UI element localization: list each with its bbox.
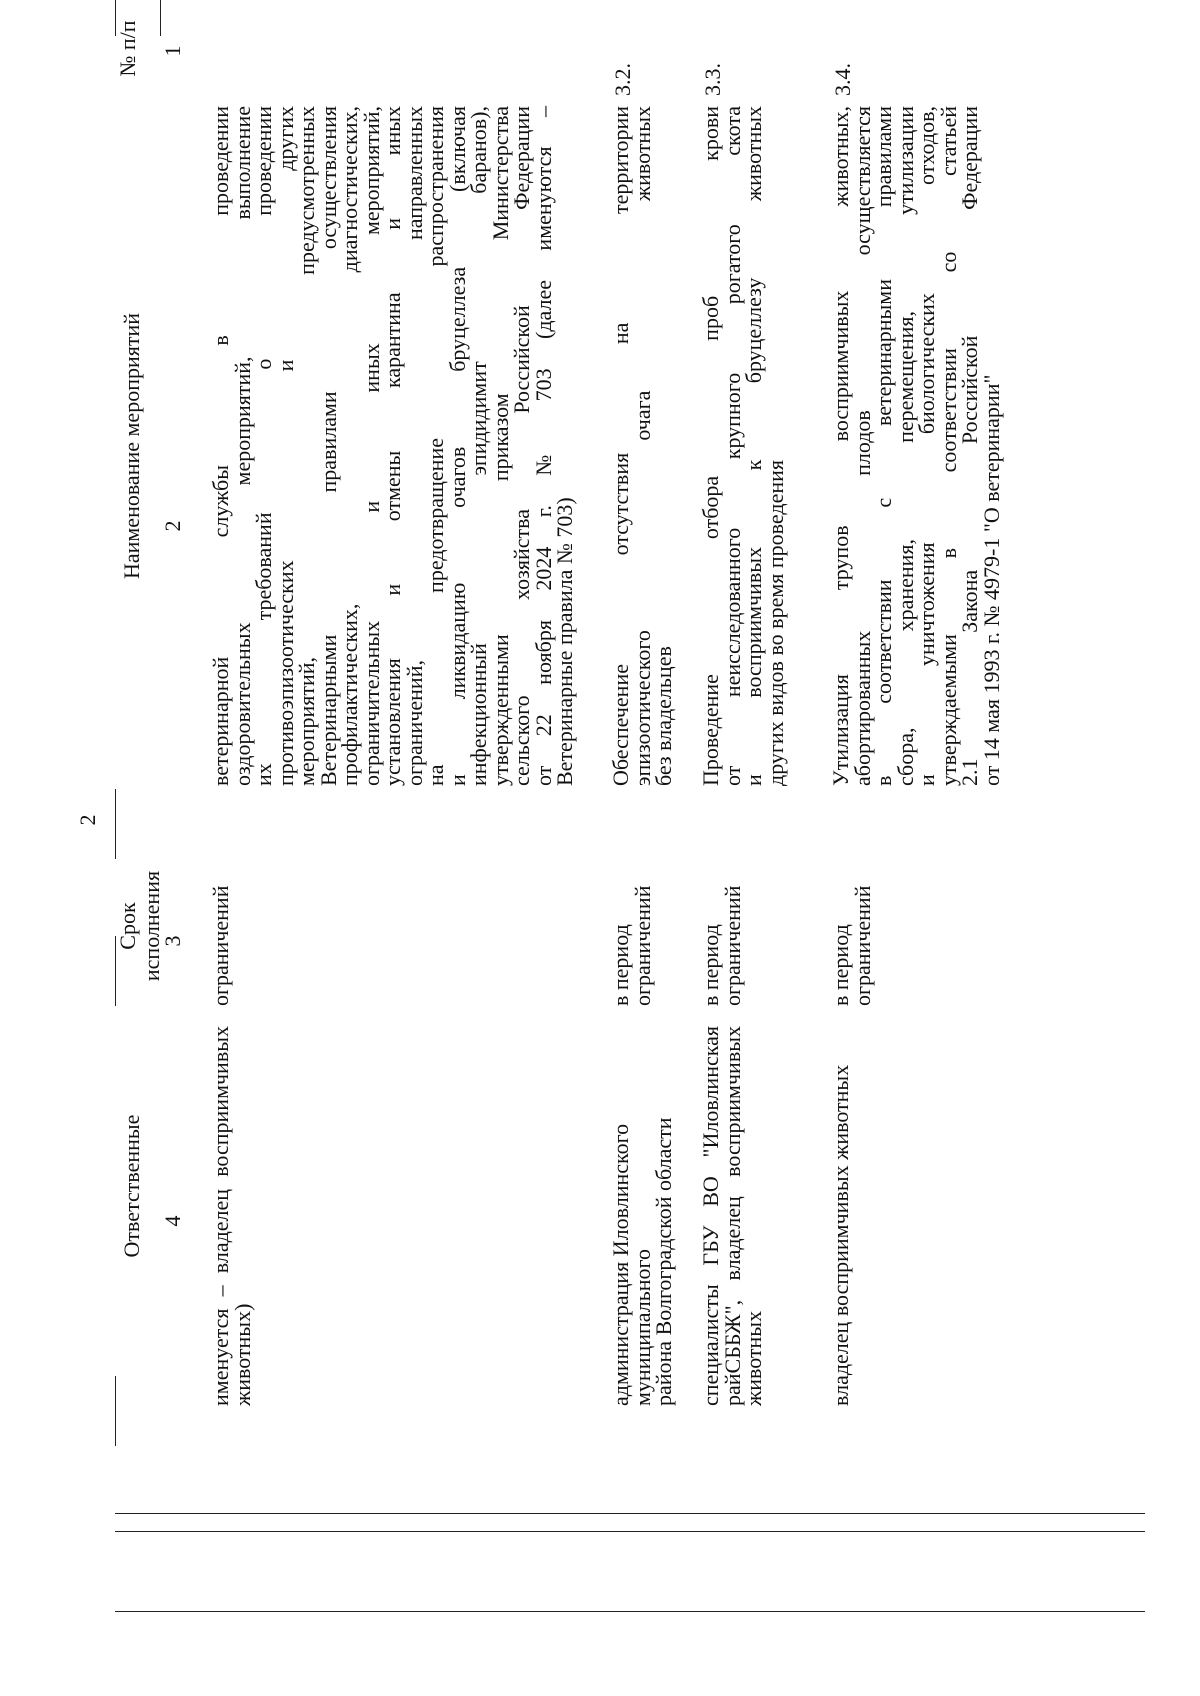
col-index-4: 4 — [160, 1215, 185, 1227]
row-1-measure: ветеринарной службы в проведении оздоровительных мероприятий, выполнение их требований о проведении противоэпизоотических и других мероприятий, предусмотренных Ветеринарными правилами осуществления профилактических, диагностических, ограничительных и иных мероприятий, установления и отмены карантина и иных ограничений, направленных на предотвращение распространения и ликвидацию очагов бруцеллеза (включая инфекционный эпидидимит баранов), утвержденными приказом Министерства сельского хозяйства Российской Федерации от 22 ноября 2024 г. № 703 (далее именуются – Ветеринарные правила № 703) — [208, 106, 577, 786]
row-4-number: 3.4. — [830, 63, 855, 96]
row-2-number: 3.2. — [610, 63, 635, 96]
col-index-3: 3 — [160, 935, 185, 947]
row-2-deadline: в период ограничений — [608, 885, 655, 1006]
row-3-measure: Проведение отбора проб крови от неисследованного крупного рогатого скота и восприимчивых к бруцеллезу животных других видов во время проведения — [698, 106, 788, 786]
column-divider-4 — [115, 1376, 116, 1446]
header-col-name: Наименование мероприятий — [119, 312, 144, 580]
header-number-divider — [115, 1531, 1145, 1532]
row-3-deadline: в период ограничений — [698, 885, 745, 1006]
row-4-measure: Утилизация трупов восприимчивых животных, абортированных плодов осуществляется в соответствии с ветеринарными правилами сбора, хранения, перемещения, утилизации и уничтожения биологических отходов, утверждаемыми в соответствии со статьей 2.1 Закона Российской Федерации от 14 мая 1993 г. № 4979-1 "О ветеринарии" — [828, 106, 1004, 786]
header-col-deadline: Срок исполнения — [115, 870, 164, 982]
col-index-2: 2 — [160, 520, 185, 532]
row-2-measure: Обеспечение отсутствия на территории эпизоотического очага животных без владельцев — [608, 106, 676, 786]
header-col-responsible: Ответственные — [119, 1114, 144, 1258]
header-col-number: № п/п — [115, 20, 140, 77]
row-4-deadline: в период ограничений — [828, 885, 875, 1006]
row-1-deadline: ограничений — [208, 885, 233, 1006]
row-3-number: 3.3. — [700, 63, 725, 96]
row-2-responsible: администрация Иловлинского муниципального района Волгоградской области — [608, 1117, 676, 1406]
page-number: 2 — [75, 814, 100, 826]
header-divider — [115, 1513, 1145, 1514]
row-3-responsible: специалисты ГБУ ВО "Иловлинская райСББЖ", владелец восприимчивых животных — [698, 1026, 766, 1406]
table-top-border — [115, 1611, 1145, 1612]
column-divider-2 — [115, 789, 116, 859]
row-4-responsible: владелец восприимчивых животных — [828, 1064, 853, 1406]
col-index-1: 1 — [160, 45, 185, 57]
row-1-responsible: именуется – владелец восприимчивых животных) — [208, 1026, 255, 1406]
